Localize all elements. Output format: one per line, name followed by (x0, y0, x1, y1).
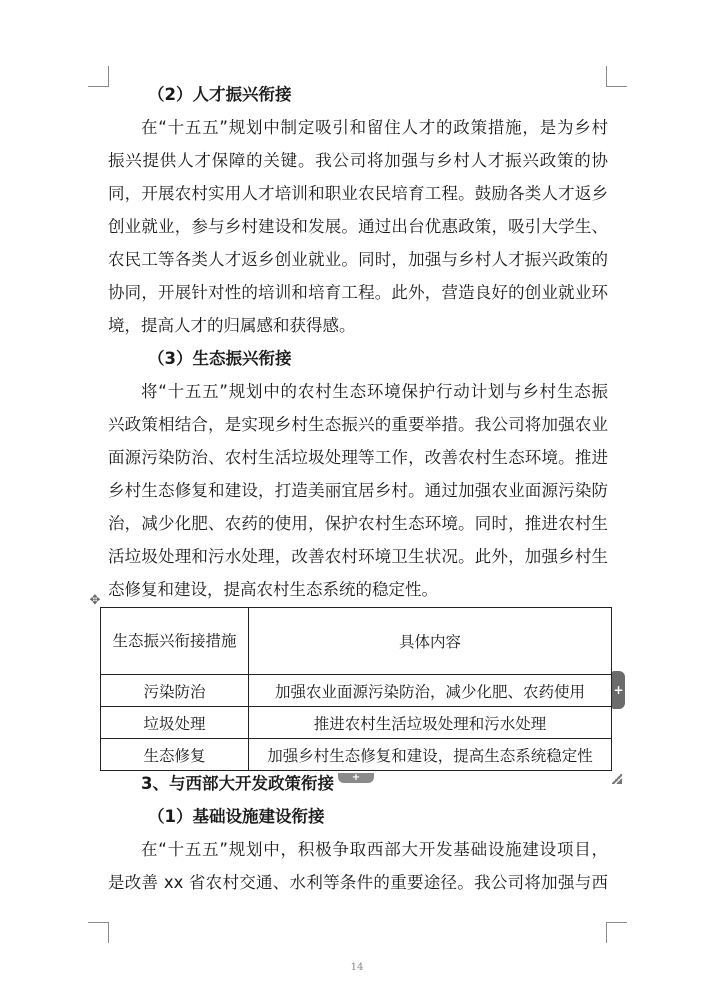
paragraph-line: 协同，开展针对性的培训和培育工程。此外，营造良好的创业就业环 (108, 283, 608, 302)
paragraph-line: 将“十五五”规划中的农村生态环境保护行动计划与乡村生态振 (141, 382, 608, 401)
table-resize-handle[interactable] (612, 774, 622, 784)
table-cell[interactable]: 垃圾处理 (101, 707, 249, 739)
heading-west: 3、与西部大开发政策衔接 (141, 774, 334, 793)
table-cell[interactable]: 加强乡村生态修复和建设，提高生态系统稳定性 (249, 739, 612, 771)
paragraph-line: 农民工等各类人才返乡创业就业。同时，加强与乡村人才振兴政策的 (108, 250, 608, 269)
crop-mark-bottom-left (88, 922, 109, 943)
paragraph-line: 治，减少化肥、农药的使用，保护农村生态环境。同时，推进农村生 (108, 514, 608, 533)
table-move-handle[interactable] (88, 594, 102, 608)
plus-icon: + (351, 772, 361, 783)
paragraph-line: 面源污染防治、农村生活垃圾处理等工作，改善农村生态环境。推进 (108, 448, 608, 467)
paragraph-line: 兴政策相结合，是实现乡村生态振兴的重要举措。我公司将加强农业 (108, 415, 608, 434)
page-number: 14 (350, 962, 364, 973)
paragraph-line: 在“十五五”规划中，积极争取西部大开发基础设施建设项目， (141, 840, 608, 859)
crop-mark-top-left (88, 66, 109, 87)
crop-mark-bottom-right (606, 922, 627, 943)
table-header-cell[interactable]: 生态振兴衔接措施 (101, 608, 249, 675)
crop-mark-top-right (606, 66, 627, 87)
paragraph-line: 同，开展农村实用人才培训和职业农民培育工程。鼓励各类人才返乡 (108, 184, 608, 203)
paragraph-line: 振兴提供人才保障的关键。我公司将加强与乡村人才振兴政策的协 (108, 151, 608, 170)
paragraph-line: 活垃圾处理和污水处理，改善农村环境卫生状况。此外，加强乡村生 (108, 547, 608, 566)
plus-icon: + (613, 683, 624, 697)
table-cell[interactable]: 污染防治 (101, 675, 249, 707)
table-row (101, 675, 612, 707)
paragraph-line: 是改善 xx 省农村交通、水利等条件的重要途径。我公司将加强与西 (108, 873, 608, 892)
paragraph-line: 态修复和建设，提高农村生态系统的稳定性。 (108, 580, 438, 599)
paragraph-line: 境，提高人才的归属感和获得感。 (108, 316, 356, 335)
table-cell[interactable]: 推进农村生活垃圾处理和污水处理 (249, 707, 612, 739)
table-cell[interactable]: 生态修复 (101, 739, 249, 771)
eco-measures-table[interactable] (100, 607, 612, 771)
heading-infrastructure: （1）基础设施建设衔接 (148, 807, 325, 826)
heading-eco: （3）生态振兴衔接 (148, 349, 292, 368)
add-column-button[interactable] (612, 671, 625, 709)
heading-talent: （2）人才振兴衔接 (148, 85, 292, 104)
table-row (101, 739, 612, 771)
add-row-button[interactable] (338, 773, 374, 783)
table-header-cell[interactable]: 具体内容 (249, 608, 612, 675)
paragraph-line: 乡村生态修复和建设，打造美丽宜居乡村。通过加强农业面源污染防 (108, 481, 608, 500)
paragraph-line: 创业就业，参与乡村建设和发展。通过出台优惠政策，吸引大学生、 (108, 217, 608, 236)
move-icon: ✥ (89, 593, 101, 608)
paragraph-line: 在“十五五”规划中制定吸引和留住人才的政策措施，是为乡村 (141, 118, 608, 137)
table-header-row (101, 608, 612, 675)
table-row (101, 707, 612, 739)
table-cell[interactable]: 加强农业面源污染防治，减少化肥、农药使用 (249, 675, 612, 707)
